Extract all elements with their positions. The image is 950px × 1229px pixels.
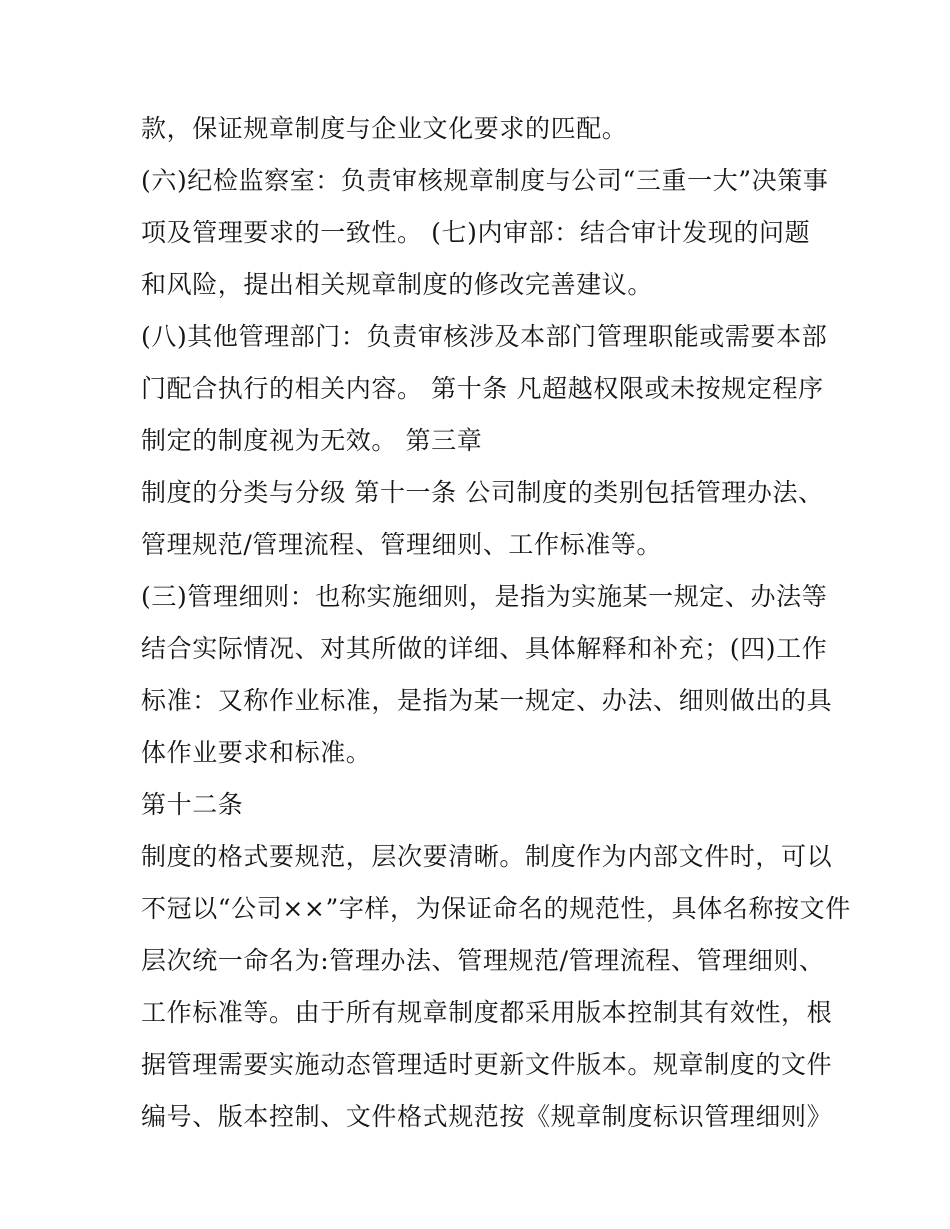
text-line: 款，保证规章制度与企业文化要求的匹配。 <box>141 114 628 143</box>
text-line: (八)其他管理部门：负责审核涉及本部门管理职能或需要本部 <box>141 322 828 351</box>
text-line: 门配合执行的相关内容。 第十条 凡超越权限或未按规定程序 <box>141 374 824 403</box>
text-line: 制定的制度视为无效。 第三章 <box>141 426 483 455</box>
document-body <box>141 108 851 1148</box>
text-line: (六)纪检监察室：负责审核规章制度与公司“三重一大”决策事 <box>141 166 829 195</box>
text-line: 标准：又称作业标准，是指为某一规定、办法、细则做出的具 <box>141 686 833 715</box>
text-line: 编号、版本控制、文件格式规范按《规章制度标识管理细则》 <box>141 1102 833 1131</box>
text-line: 层次统一命名为:管理办法、管理规范/管理流程、管理细则、 <box>141 946 825 975</box>
text-line: 制度的格式要规范，层次要清晰。制度作为内部文件时，可以 <box>141 842 833 871</box>
text-line: 工作标准等。由于所有规章制度都采用版本控制其有效性，根 <box>141 998 833 1027</box>
text-line: 体作业要求和标准。 <box>141 738 372 767</box>
text-line: 不冠以“公司××”字样，为保证命名的规范性，具体名称按文件 <box>141 894 851 923</box>
text-line: 项及管理要求的一致性。 (七)内审部：结合审计发现的问题 <box>141 218 811 247</box>
text-line: 据管理需要实施动态管理适时更新文件版本。规章制度的文件 <box>141 1050 833 1079</box>
text-line: 管理规范/管理流程、管理细则、工作标准等。 <box>141 530 663 559</box>
text-line: 结合实际情况、对其所做的详细、具体解释和补充；(四)工作 <box>141 634 828 663</box>
text-line: (三)管理细则：也称实施细则，是指为实施某一规定、办法等 <box>141 582 828 611</box>
section-heading: 第十二条 <box>141 790 244 819</box>
text-line: 制度的分类与分级 第十一条 公司制度的类别包括管理办法、 <box>141 478 824 507</box>
text-line: 和风险，提出相关规章制度的修改完善建议。 <box>141 270 654 299</box>
